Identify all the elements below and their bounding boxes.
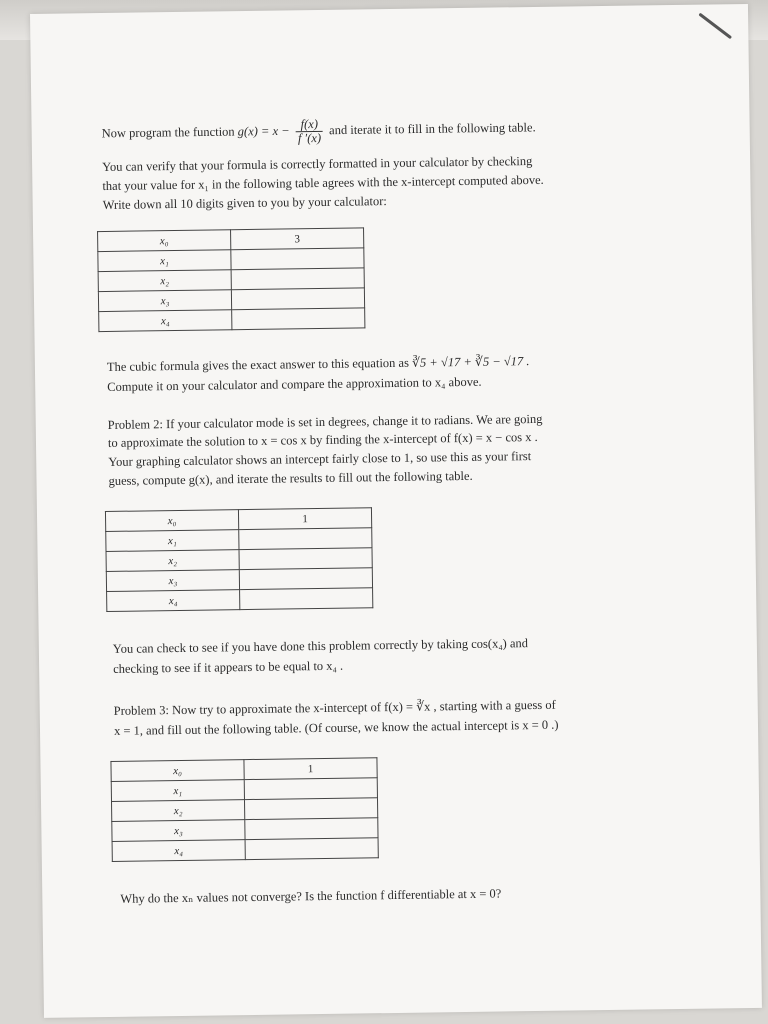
problem2-line-1: Problem 2: If your calculator mode is set in degrees, change it to radians. We are going	[107, 411, 543, 432]
row-label: x₂	[112, 800, 245, 822]
row-value-cell[interactable]	[239, 568, 372, 590]
row-value-cell[interactable]	[240, 588, 373, 610]
pen-stroke-mark	[698, 13, 732, 40]
row-label: x₃	[98, 290, 231, 312]
row-label: x₀	[111, 760, 244, 782]
row-label: x₄	[112, 840, 245, 862]
row-value-cell[interactable]	[245, 838, 378, 860]
iteration-table-3	[110, 757, 378, 862]
row-value-cell[interactable]	[244, 798, 377, 820]
intro-line-2: You can verify that your formula is correctly formatted in your calculator by checking	[102, 154, 533, 175]
row-label: x₁	[98, 250, 231, 272]
cubic-formula: ∛5 + √17 + ∛5 − √17 .	[411, 354, 530, 370]
problem2-line-3: Your graphing calculator shows an intercept fairly close to 1, so use this as your first	[108, 449, 532, 469]
intro-line-1	[102, 115, 536, 148]
row-value-cell[interactable]	[244, 778, 377, 800]
row-label: x₃	[112, 820, 245, 842]
row-value-cell[interactable]	[231, 288, 364, 310]
fraction-numerator: f(x)	[296, 118, 323, 132]
gx-lhs: g(x) = x −	[237, 123, 290, 139]
problem2-line-2: to approximate the solution to x = cos x by finding the x-intercept of f(x) = x − cos x .	[107, 429, 538, 450]
final-question: Why do the xₙ values not converge? Is the function f differentiable at x = 0?	[120, 886, 502, 906]
check-line-1: You can check to see if you have done this problem correctly by taking cos(x₄) and	[112, 636, 529, 656]
check-line-2: checking to see if it appears to be equal to x₄ .	[113, 658, 344, 676]
intro-line-4: Write down all 10 digits given to you by your calculator:	[102, 194, 387, 213]
row-value-cell[interactable]	[239, 548, 372, 570]
intro-text-a: Now program the function	[101, 124, 235, 141]
row-value-cell[interactable]	[231, 248, 364, 270]
row-label: x₀	[98, 230, 231, 252]
row-label: x₄	[99, 310, 232, 332]
row-value-cell[interactable]	[245, 818, 378, 840]
row-label: x₂	[106, 550, 239, 572]
cubic-line-1	[107, 353, 530, 375]
problem3-line-2: x = 1, and fill out the following table. (Of course, we know the actual intercept is x = 0 .)	[113, 717, 559, 738]
table-row	[99, 308, 365, 332]
row-value-cell[interactable]	[231, 268, 364, 290]
row-label: x₁	[111, 780, 244, 802]
cubic-text: The cubic formula gives the exact answer to this equation as	[106, 355, 409, 374]
problem2-line-4: guess, compute g(x), and iterate the results to fill out the following table.	[108, 468, 473, 488]
intro-text-b: and iterate it to fill in the following table.	[329, 120, 536, 138]
row-value-cell[interactable]	[232, 308, 365, 330]
row-label: x₀	[105, 510, 238, 532]
intro-line-3: that your value for x₁ in the following table agrees with the x-intercept computed above.	[102, 172, 544, 194]
row-label: x₂	[98, 270, 231, 292]
table-row	[107, 588, 373, 612]
fraction-denominator: f ′(x)	[297, 130, 322, 146]
row-value-cell[interactable]: 1	[244, 758, 377, 780]
iteration-table-1	[97, 227, 365, 332]
row-value-cell[interactable]: 3	[231, 228, 364, 250]
problem3-line-1: Problem 3: Now try to approximate the x-intercept of f(x) = ∛x , starting with a guess of	[113, 697, 556, 718]
row-label: x₁	[106, 530, 239, 552]
row-value-cell[interactable]: 1	[238, 508, 371, 530]
table-row	[112, 838, 378, 862]
cubic-line-2: Compute it on your calculator and compare the approximation to x₄ above.	[107, 374, 482, 394]
iteration-table-2	[105, 507, 373, 612]
row-value-cell[interactable]	[239, 528, 372, 550]
worksheet-page	[30, 4, 762, 1018]
row-label: x₃	[106, 570, 239, 592]
row-label: x₄	[107, 590, 240, 612]
newton-fraction	[296, 118, 324, 145]
